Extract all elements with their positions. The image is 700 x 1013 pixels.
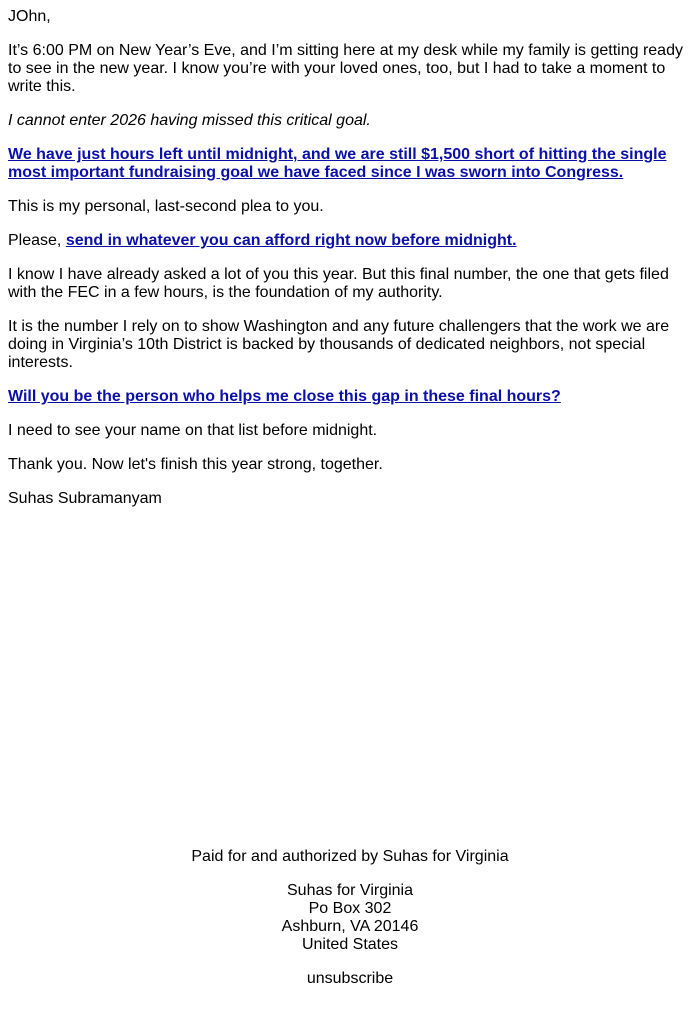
paragraph-cta-2	[8, 232, 690, 250]
donate-link-close-gap[interactable]: Will you be the person who helps me close this gap in these final hours?	[8, 388, 561, 405]
mailing-address	[0, 882, 700, 954]
donate-link-hours-left[interactable]: We have just hours left until midnight, and we are still $1,500 short of hitting the single most important fundraising goal we have faced since I was sworn into Congress.	[8, 146, 667, 181]
signature: Suhas Subramanyam	[8, 490, 162, 507]
paragraph-thank-you: Thank you. Now let's finish this year strong, together.	[8, 456, 383, 473]
paragraph-intro: It’s 6:00 PM on New Year’s Eve, and I’m sitting here at my desk while my family is getting ready to see in the new year. I know you’re with your loved ones, too, but I had to take a moment to write this.	[8, 42, 683, 95]
paragraph-fec-number: I know I have already asked a lot of you this year. But this final number, the one that gets filed with the FEC in a few hours, is the foundation of my authority.	[8, 266, 669, 301]
paragraph-personal-plea: This is my personal, last-second plea to you.	[8, 198, 324, 215]
paragraph-name-on-list: I need to see your name on that list before midnight.	[8, 422, 378, 439]
paragraph-washington: It is the number I rely on to show Washington and any future challengers that the work we are doing in Virginia’s 10th District is backed by thousands of dedicated neighbors, not special interests.	[8, 318, 670, 371]
please-prefix: Please,	[8, 232, 66, 249]
greeting: JOhn,	[8, 8, 51, 25]
address-city: Ashburn, VA 20146	[281, 918, 419, 935]
address-org: Suhas for Virginia	[287, 882, 413, 899]
paragraph-cta-1	[8, 146, 690, 182]
unsubscribe-row	[0, 970, 700, 988]
donate-link-send-whatever[interactable]: send in whatever you can afford right now before midnight.	[65, 232, 517, 249]
email-footer	[0, 848, 700, 1004]
paragraph-cta-3	[8, 388, 690, 406]
address-country: United States	[301, 936, 399, 953]
paragraph-critical-goal: I cannot enter 2026 having missed this critical goal.	[8, 112, 371, 129]
email-body	[8, 8, 690, 524]
unsubscribe-link[interactable]: unsubscribe	[306, 970, 394, 987]
paid-for-disclaimer: Paid for and authorized by Suhas for Virginia	[191, 848, 509, 865]
address-line1: Po Box 302	[308, 900, 392, 917]
